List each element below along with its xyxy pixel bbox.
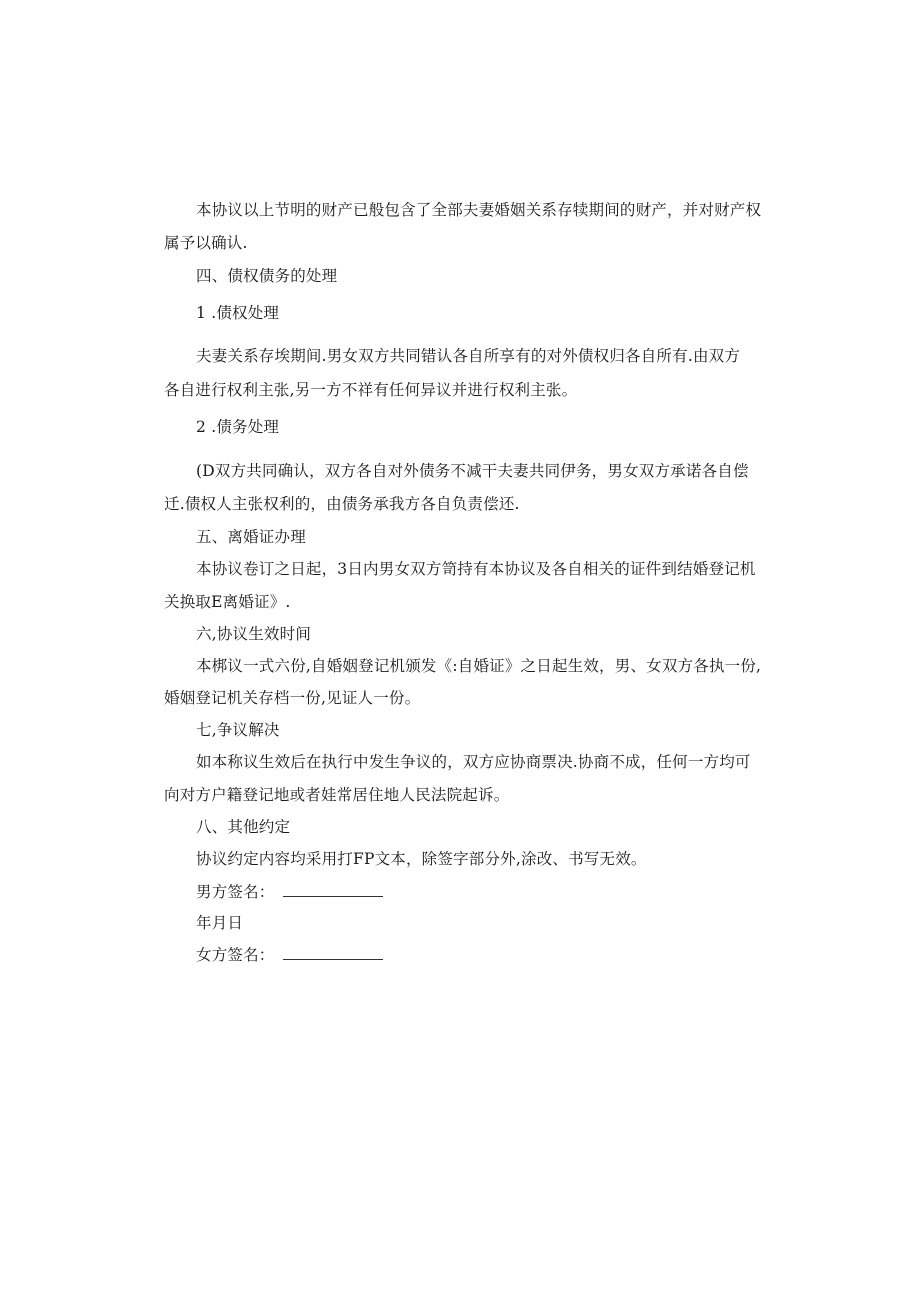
assets-confirm-line-2: 属予以确认. [164, 234, 248, 252]
effective-line-1: 本梆议一式六份,自婚姻登记机颁发《:自婚证》之日起生效，男、女双方各执一份, [196, 657, 762, 675]
section-8-heading: 八、其他约定 [196, 818, 291, 836]
creditor-line-1: 夫妻关系存埃期间.男女双方共同错认各自所享有的对外债权归各自所有.由双方 [196, 347, 741, 365]
female-signature-label: 女方签名： [196, 946, 275, 964]
section-7-heading: 七,争议解决 [196, 721, 280, 739]
debt-line-2: 迁.债权人主张权利的，由债务承我方各自负责偿还. [164, 495, 520, 513]
section-6-heading: 六,协议生效时间 [196, 625, 312, 643]
dispute-line-1: 如本称议生效后在执行中发生争议的，双方应协商票决.协商不成，任何一方均可 [196, 753, 751, 771]
divorce-cert-line-2: 关换取E离婚证》. [164, 593, 291, 611]
divorce-cert-line-1: 本协议卷订之日起，3日内男女双方笥持有本协议及各自相关的证件到结婚登记机 [196, 560, 756, 578]
section-4-heading: 四、债权债务的处理 [196, 267, 338, 285]
dispute-line-2: 向对方户籍登记地或者娃常居住地人民法院起诉。 [164, 786, 510, 804]
effective-line-2: 婚姻登记机关存档一份,见证人一份。 [164, 689, 421, 707]
male-signature-row [196, 882, 383, 902]
male-signature-line [283, 882, 383, 897]
date-line: 年月日 [196, 914, 244, 932]
male-signature-label: 男方签名： [196, 883, 275, 901]
creditor-line-2: 各自进行权利主张,另一方不祥有任何异议并进行权利主张。 [164, 381, 578, 399]
section-5-heading: 五、离婚证办理 [196, 528, 306, 546]
other-terms-line: 协议约定内容均采用打FP文本，除签字部分外,涂改、书写无效。 [196, 850, 647, 868]
female-signature-row [196, 945, 383, 965]
debt-line-1: (D双方共同确认，双方各自对外债务不减干夫妻共同伊务，男女双方承诺各自偿 [196, 462, 749, 480]
assets-confirm-line-1: 本协议以上节明的财产已般包含了全部夫妻婚姻关系存犊期间的财产，并对财产权 [196, 201, 762, 219]
subsection-1-heading: 1 .债权处理 [196, 304, 280, 322]
subsection-2-heading: 2 .债务处理 [196, 418, 280, 436]
female-signature-line [283, 945, 383, 960]
